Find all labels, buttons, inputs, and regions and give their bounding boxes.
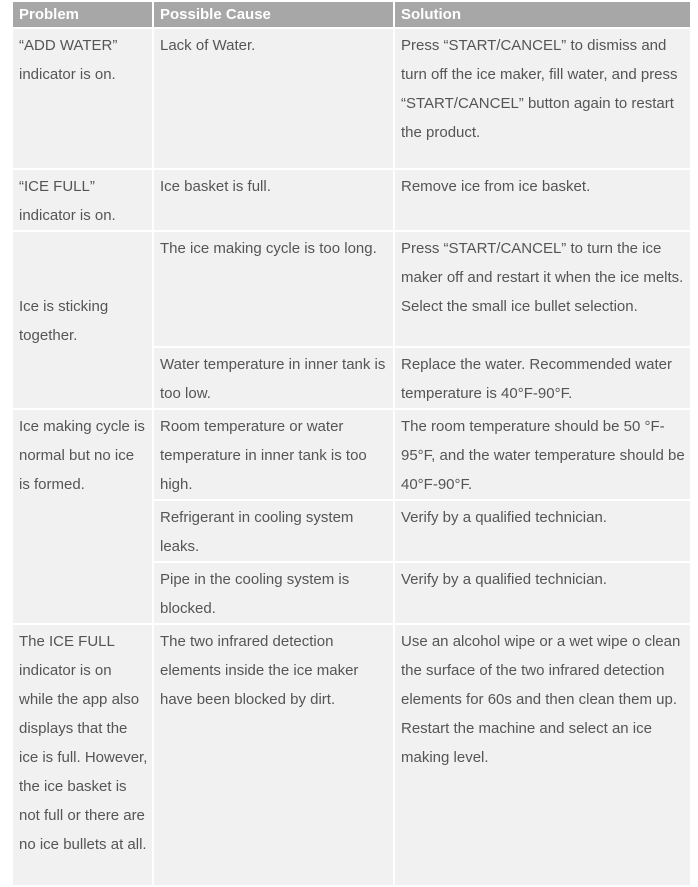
- problem-cell: Ice making cycle is normal but no ice is formed.: [13, 410, 152, 623]
- solution-cell: Verify by a qualified technician.: [395, 563, 690, 623]
- cause-cell: Room temperature or water temperature in inner tank is too high.: [154, 410, 393, 499]
- problem-cell: “ADD WATER” indicator is on.: [13, 29, 152, 168]
- solution-cell: Replace the water. Recommended water temperature is 40°F-90°F.: [395, 348, 690, 408]
- problem-cell: Ice is sticking together.: [13, 232, 152, 408]
- troubleshooting-table: [11, 0, 692, 887]
- header-possible-cause: Possible Cause: [154, 2, 393, 27]
- header-row: [13, 2, 690, 27]
- table-row: [13, 232, 690, 346]
- cause-cell: The two infrared detection elements inside the ice maker have been blocked by dirt.: [154, 625, 393, 885]
- solution-cell: Press “START/CANCEL” to dismiss and turn off the ice maker, fill water, and press “START/CANCEL” button again to restart the product.: [395, 29, 690, 168]
- header-problem: Problem: [13, 2, 152, 27]
- table-row: [13, 170, 690, 230]
- table-row: [13, 29, 690, 168]
- cause-cell: Ice basket is full.: [154, 170, 393, 230]
- table-row: [13, 625, 690, 885]
- header-solution: Solution: [395, 2, 690, 27]
- cause-cell: Refrigerant in cooling system leaks.: [154, 501, 393, 561]
- solution-cell: The room temperature should be 50 °F-95°F, and the water temperature should be 40°F-90°F.: [395, 410, 690, 499]
- cause-cell: Pipe in the cooling system is blocked.: [154, 563, 393, 623]
- solution-cell: Use an alcohol wipe or a wet wipe o clean the surface of the two infrared detection elements for 60s and then clean them up. Restart the machine and select an ice making level.: [395, 625, 690, 885]
- table-row: [13, 410, 690, 499]
- cause-cell: The ice making cycle is too long.: [154, 232, 393, 346]
- solution-cell: Verify by a qualified technician.: [395, 501, 690, 561]
- problem-cell: The ICE FULL indicator is on while the app also displays that the ice is full. However, the ice basket is not full or there are no ice bullets at all.: [13, 625, 152, 885]
- cause-cell: Lack of Water.: [154, 29, 393, 168]
- solution-cell: Press “START/CANCEL” to turn the ice maker off and restart it when the ice melts. Select the small ice bullet selection.: [395, 232, 690, 346]
- problem-cell: “ICE FULL” indicator is on.: [13, 170, 152, 230]
- cause-cell: Water temperature in inner tank is too low.: [154, 348, 393, 408]
- solution-cell: Remove ice from ice basket.: [395, 170, 690, 230]
